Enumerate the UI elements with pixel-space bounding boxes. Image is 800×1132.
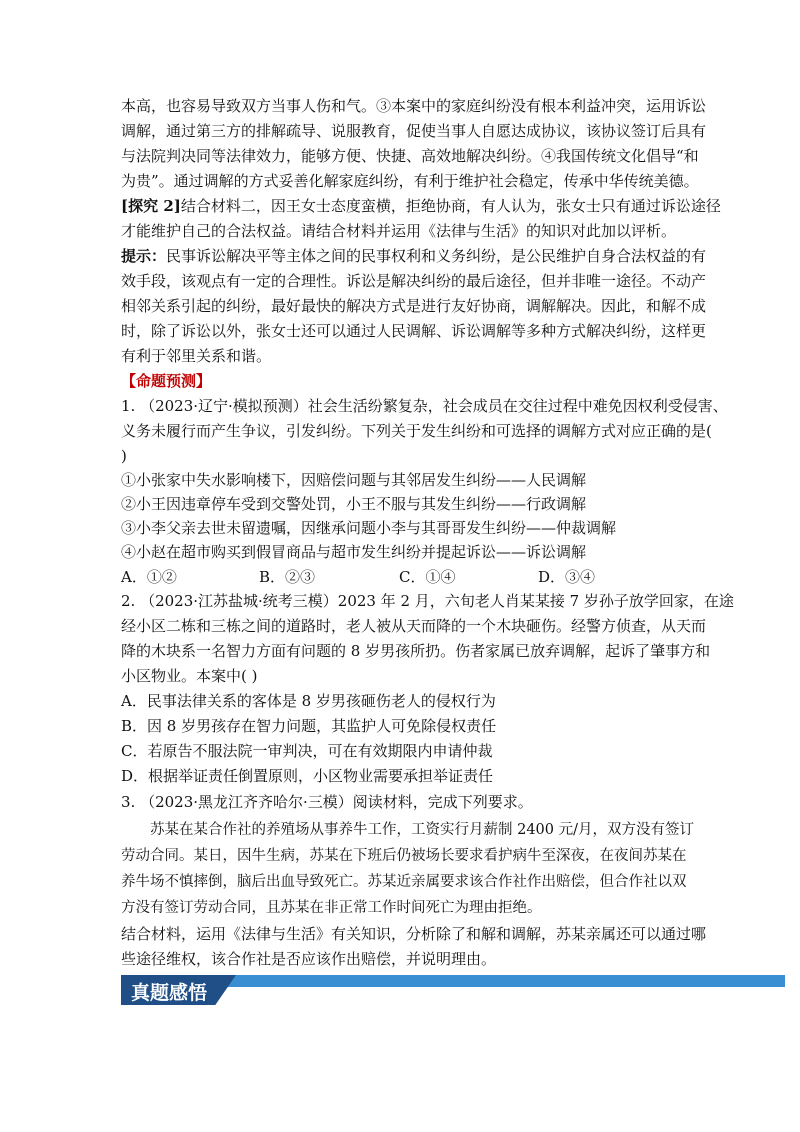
question-2-option-b[interactable]: B．因 8 岁男孩存在智力问题，其监护人可免除侵权责任 [121,717,497,735]
paragraph-line: 与法院判决同等法律效力，能够方便、快捷、高效地解决纠纷。④我国传统文化倡导“和 [121,147,699,165]
question-3-material: 方没有签订劳动合同，且苏某在非正常工作时间死亡为理由拒绝。 [121,900,542,916]
question-1-options [121,566,681,586]
hint-line: 相邻关系引起的纠纷，最好最快的解决方式是进行友好协商，调解解决。因此，和解不成 [121,297,707,315]
section-banner [121,975,785,1005]
question-2-stem: 降的木块系一名智力方面有问题的 8 岁男孩所扔。伤者家属已放弃调解，起诉了肇事方和 [121,642,711,660]
hint-line [121,246,706,266]
question-3-prompt: 些途径维权，该合作社是否应该作出赔偿，并说明理由。 [121,950,497,968]
question-3-material: 劳动合同。某日，因牛生病，苏某在下班后仍被场长要求看护病牛至深夜，在夜间苏某在 [121,848,687,864]
question-3-title: 3. （2023·黑龙江齐齐哈尔·三模）阅读材料，完成下列要求。 [121,793,533,811]
hint-line: 有利于邻里关系和谐。 [121,347,272,365]
option-b[interactable]: B．②③ [259,568,316,586]
paragraph-line: 调解，通过第三方的排解疏导、说服教育，促使当事人自愿达成协议，该协议签订后具有 [121,122,707,140]
hint-label: 提示： [121,247,167,265]
explore-line: 才能维护自己的合法权益。请结合材料并运用《法律与生活》的知识对此加以评析。 [121,222,677,240]
option-c[interactable]: C．①④ [399,568,456,586]
question-3-prompt: 结合材料，运用《法律与生活》有关知识，分析除了和解和调解，苏某亲属还可以通过哪 [121,925,707,943]
question-2-stem: 2. （2023·江苏盐城·统考三模）2023 年 2 月，六旬老人肖某某接 7 岁孙子放学回家，在途 [121,592,734,610]
question-2-stem: 经小区二栋和三栋之间的道路时，老人被从天而降的一个木块砸伤。经警方侦查，从天而 [121,617,707,635]
option-a[interactable]: A．①② [121,568,177,586]
question-2-option-d[interactable]: D．根据举证责任倒置原则，小区物业需要承担举证责任 [121,767,494,785]
option-d[interactable]: D．③④ [538,568,596,586]
hint-line: 效手段，该观点有一定的合理性。诉讼是解决纠纷的最后途径，但并非唯一途径。不动产 [121,272,707,290]
hint-line: 时，除了诉讼以外，张女士还可以通过人民调解、诉讼调解等多种方式解决纠纷，这样更 [121,322,707,340]
question-1-item: ②小王因违章停车受到交警处罚，小王不服与其发生纠纷——行政调解 [121,495,587,513]
question-2-stem: 小区物业。本案中( ) [121,667,258,685]
question-3-material: 养牛场不慎摔倒，脑后出血导致死亡。苏某近亲属要求该合作社作出赔偿，但合作社以双 [121,874,687,890]
paragraph-line: 为贵”。通过调解的方式妥善化解家庭纠纷，有利于维护社会稳定，传承中华传统美德。 [121,172,699,190]
paragraph-line: 本高，也容易导致双方当事人伤和气。③本案中的家庭纠纷没有根本利益冲突，运用诉讼 [121,97,707,115]
question-2-option-a[interactable]: A．民事法律关系的客体是 8 岁男孩砸伤老人的侵权行为 [121,692,496,710]
section-heading: 【命题预测】 [121,372,212,390]
question-1-stem: 1. （2023·辽宁·模拟预测）社会生活纷繁复杂，社会成员在交往过程中难免因权利受侵害、 [121,397,728,415]
explore-tag: [探究 2] [121,197,181,215]
question-1-item: ①小张家中失水影响楼下，因赔偿问题与其邻居发生纠纷——人民调解 [121,471,587,489]
question-3-material: 苏某在某合作社的养殖场从事养牛工作，工资实行月薪制 2400 元/月，双方没有签订 [150,822,695,838]
explore-text: 结合材料二，因王女士态度蛮横，拒绝协商，有人认为，张女士只有通过诉讼途径 [180,197,721,215]
question-1-item: ④小赵在超市购买到假冒商品与超市发生纠纷并提起诉讼——诉讼调解 [121,543,587,561]
question-1-item: ③小李父亲去世未留遗嘱，因继承问题小李与其哥哥发生纠纷——仲裁调解 [121,519,617,537]
hint-text: 民事诉讼解决平等主体之间的民事权利和义务纠纷，是公民维护自身合法权益的有 [166,247,707,265]
question-1-stem: 义务未履行而产生争议，引发纠纷。下列关于发生纠纷和可选择的调解方式对应正确的是( [121,422,712,440]
explore-line [121,196,721,216]
banner-title: 真题感悟 [131,982,208,1004]
question-1-stem: ) [121,447,127,465]
question-2-option-c[interactable]: C．若原告不服法院一审判决，可在有效期限内申请仲裁 [121,742,493,760]
